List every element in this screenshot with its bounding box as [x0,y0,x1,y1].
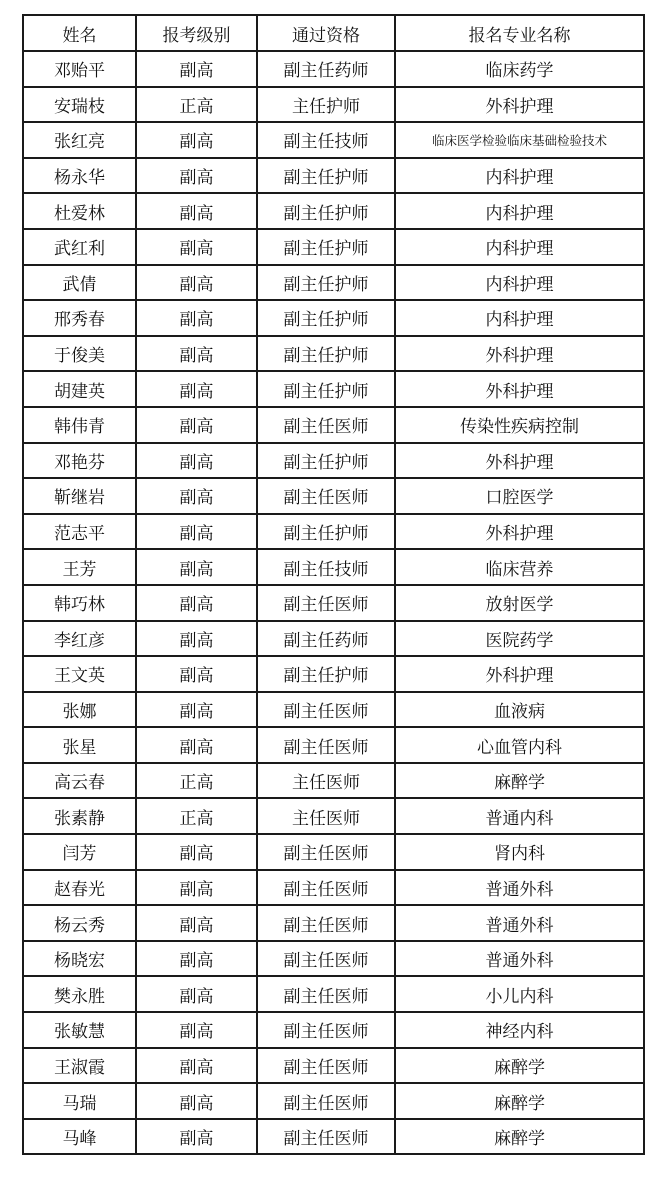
cell-qualification: 副主任技师 [257,549,395,585]
cell-level: 副高 [136,727,257,763]
table-row [23,1048,644,1084]
cell-level: 副高 [136,122,257,158]
cell-qualification: 副主任医师 [257,870,395,906]
cell-major: 口腔医学 [395,478,644,514]
cell-name: 杨永华 [23,158,136,194]
cell-major: 麻醉学 [395,1083,644,1119]
cell-name: 樊永胜 [23,976,136,1012]
cell-level: 副高 [136,941,257,977]
table-row [23,763,644,799]
table-row [23,1083,644,1119]
cell-major: 放射医学 [395,585,644,621]
cell-level: 副高 [136,692,257,728]
cell-major: 外科护理 [395,656,644,692]
cell-name: 安瑞枝 [23,87,136,123]
table-row [23,300,644,336]
table-row [23,407,644,443]
cell-major: 外科护理 [395,87,644,123]
table-row [23,371,644,407]
cell-name: 马峰 [23,1119,136,1155]
cell-name: 武红利 [23,229,136,265]
cell-major: 临床医学检验临床基础检验技术 [395,122,644,158]
cell-major: 普通外科 [395,905,644,941]
cell-major: 神经内科 [395,1012,644,1048]
table-row [23,798,644,834]
table-row [23,656,644,692]
cell-major: 医院药学 [395,621,644,657]
cell-level: 副高 [136,407,257,443]
cell-qualification: 副主任医师 [257,976,395,1012]
results-table-container [22,14,643,1155]
table-header-row [23,15,644,51]
cell-name: 于俊美 [23,336,136,372]
cell-name: 张娜 [23,692,136,728]
table-row [23,870,644,906]
header-major: 报名专业名称 [395,15,644,51]
cell-name: 高云春 [23,763,136,799]
table-row [23,549,644,585]
results-table [22,14,645,1155]
cell-name: 王文英 [23,656,136,692]
cell-major: 内科护理 [395,193,644,229]
cell-major: 内科护理 [395,265,644,301]
cell-major: 内科护理 [395,158,644,194]
table-row [23,692,644,728]
cell-qualification: 副主任护师 [257,514,395,550]
cell-name: 赵春光 [23,870,136,906]
cell-qualification: 副主任医师 [257,941,395,977]
cell-name: 杨云秀 [23,905,136,941]
cell-level: 副高 [136,443,257,479]
cell-qualification: 副主任护师 [257,229,395,265]
cell-qualification: 主任医师 [257,763,395,799]
cell-level: 副高 [136,514,257,550]
cell-qualification: 副主任护师 [257,443,395,479]
table-body [23,51,644,1154]
cell-level: 副高 [136,193,257,229]
cell-major: 内科护理 [395,229,644,265]
cell-name: 韩巧林 [23,585,136,621]
cell-level: 正高 [136,798,257,834]
table-row [23,621,644,657]
cell-qualification: 副主任医师 [257,1048,395,1084]
cell-qualification: 副主任医师 [257,1012,395,1048]
cell-qualification: 副主任护师 [257,300,395,336]
cell-major: 外科护理 [395,336,644,372]
cell-major: 传染性疾病控制 [395,407,644,443]
cell-qualification: 副主任护师 [257,158,395,194]
cell-major: 外科护理 [395,443,644,479]
cell-name: 张红亮 [23,122,136,158]
cell-name: 张素静 [23,798,136,834]
cell-level: 副高 [136,621,257,657]
table-row [23,122,644,158]
cell-name: 邢秀春 [23,300,136,336]
cell-qualification: 副主任医师 [257,727,395,763]
table-row [23,336,644,372]
cell-name: 李红彦 [23,621,136,657]
cell-level: 正高 [136,763,257,799]
cell-level: 副高 [136,51,257,87]
cell-major: 麻醉学 [395,1119,644,1155]
table-row [23,727,644,763]
table-row [23,941,644,977]
table-row [23,51,644,87]
cell-qualification: 副主任医师 [257,834,395,870]
cell-major: 外科护理 [395,514,644,550]
cell-major: 心血管内科 [395,727,644,763]
cell-level: 副高 [136,229,257,265]
cell-name: 韩伟青 [23,407,136,443]
cell-name: 杜爱林 [23,193,136,229]
cell-qualification: 副主任护师 [257,193,395,229]
cell-qualification: 副主任医师 [257,1119,395,1155]
cell-major: 普通内科 [395,798,644,834]
cell-level: 副高 [136,834,257,870]
header-level: 报考级别 [136,15,257,51]
cell-major: 血液病 [395,692,644,728]
cell-level: 副高 [136,1119,257,1155]
cell-level: 副高 [136,371,257,407]
cell-major: 普通外科 [395,870,644,906]
table-row [23,87,644,123]
cell-level: 副高 [136,549,257,585]
cell-major: 肾内科 [395,834,644,870]
cell-qualification: 副主任医师 [257,905,395,941]
cell-level: 副高 [136,1048,257,1084]
cell-qualification: 副主任药师 [257,621,395,657]
cell-qualification: 副主任护师 [257,656,395,692]
cell-level: 副高 [136,265,257,301]
cell-level: 副高 [136,585,257,621]
table-row [23,514,644,550]
table-row [23,1012,644,1048]
cell-name: 邓贻平 [23,51,136,87]
cell-major: 外科护理 [395,371,644,407]
cell-name: 王淑霞 [23,1048,136,1084]
cell-qualification: 主任护师 [257,87,395,123]
cell-qualification: 副主任护师 [257,371,395,407]
cell-qualification: 副主任医师 [257,585,395,621]
cell-qualification: 副主任药师 [257,51,395,87]
header-qualification: 通过资格 [257,15,395,51]
table-row [23,158,644,194]
cell-level: 正高 [136,87,257,123]
cell-name: 杨晓宏 [23,941,136,977]
cell-qualification: 副主任医师 [257,1083,395,1119]
cell-major: 麻醉学 [395,1048,644,1084]
cell-name: 张星 [23,727,136,763]
cell-major: 临床营养 [395,549,644,585]
cell-major: 麻醉学 [395,763,644,799]
table-row [23,834,644,870]
cell-name: 胡建英 [23,371,136,407]
cell-level: 副高 [136,336,257,372]
cell-name: 王芳 [23,549,136,585]
cell-level: 副高 [136,1083,257,1119]
cell-level: 副高 [136,976,257,1012]
cell-level: 副高 [136,300,257,336]
cell-name: 邓艳芬 [23,443,136,479]
cell-qualification: 副主任医师 [257,478,395,514]
cell-qualification: 副主任护师 [257,265,395,301]
cell-level: 副高 [136,478,257,514]
cell-name: 张敏慧 [23,1012,136,1048]
table-row [23,229,644,265]
table-row [23,905,644,941]
cell-level: 副高 [136,656,257,692]
cell-qualification: 主任医师 [257,798,395,834]
cell-level: 副高 [136,905,257,941]
cell-name: 靳继岩 [23,478,136,514]
table-row [23,265,644,301]
table-row [23,478,644,514]
cell-name: 武倩 [23,265,136,301]
cell-level: 副高 [136,1012,257,1048]
cell-qualification: 副主任护师 [257,336,395,372]
cell-name: 闫芳 [23,834,136,870]
cell-qualification: 副主任技师 [257,122,395,158]
table-row [23,976,644,1012]
header-name: 姓名 [23,15,136,51]
cell-major: 临床药学 [395,51,644,87]
table-row [23,443,644,479]
cell-name: 马瑞 [23,1083,136,1119]
cell-qualification: 副主任医师 [257,692,395,728]
table-row [23,585,644,621]
cell-qualification: 副主任医师 [257,407,395,443]
cell-major: 小儿内科 [395,976,644,1012]
cell-major: 内科护理 [395,300,644,336]
table-row [23,193,644,229]
cell-name: 范志平 [23,514,136,550]
table-row [23,1119,644,1155]
cell-level: 副高 [136,870,257,906]
cell-major: 普通外科 [395,941,644,977]
cell-level: 副高 [136,158,257,194]
